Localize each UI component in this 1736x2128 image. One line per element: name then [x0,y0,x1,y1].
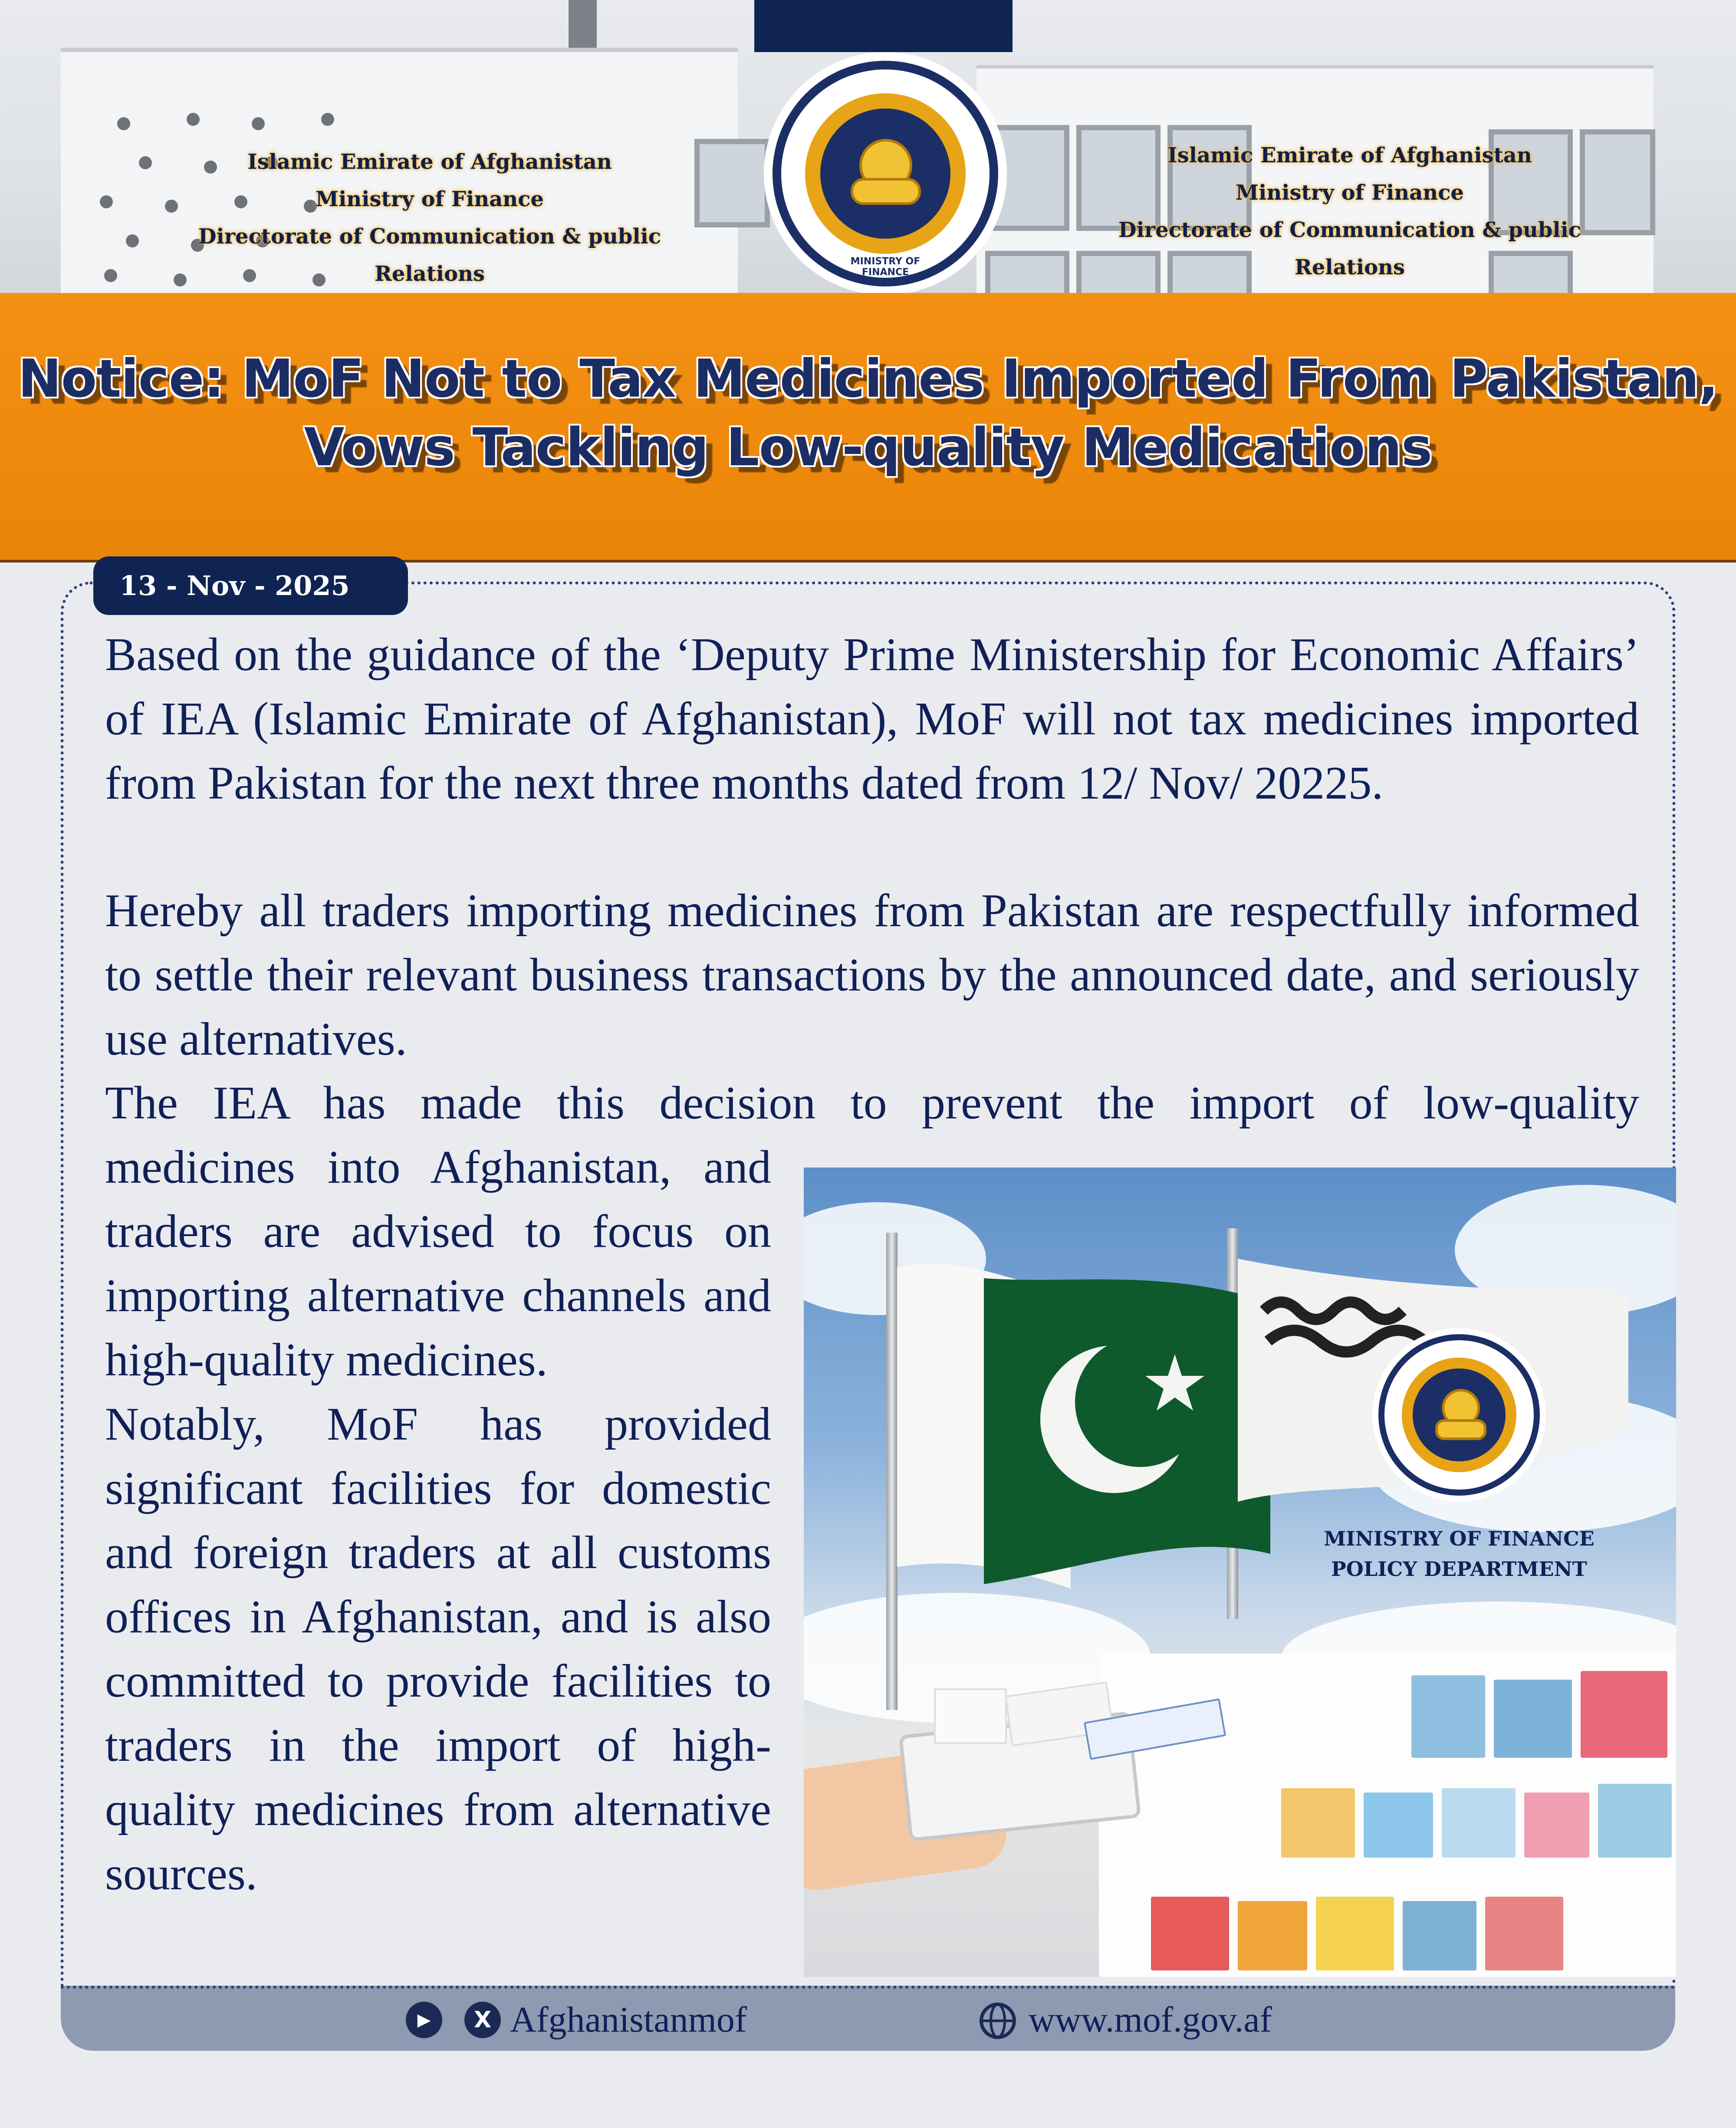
photo-ministry-logo [1372,1328,1546,1502]
ministry-logo [764,52,1007,293]
page-title [0,345,1736,482]
left-line-ministry: Ministry of Finance [316,187,544,211]
right-line-directorate: Directorate of Communication & public Relations [1118,218,1581,280]
paragraph-4 [105,1392,771,1906]
social-handle[interactable]: Afghanistanmof [510,2000,747,2040]
paragraph-1-text: Based on the guidance of the ‘Deputy Prime Ministership for Economic Affairs’ of IEA (Islamic Emirate of Afghanistan), MoF will not tax medicines imported from Pakistan for the next three months dated from 12/ Nov/ 20225. [105,629,1639,809]
logo-caption: MINISTRY OF FINANCE [850,256,921,278]
right-line-emirate: Islamic Emirate of Afghanistan [1167,143,1532,168]
x-twitter-icon[interactable]: X [464,2002,501,2038]
title-banner [0,293,1736,562]
left-line-directorate: Directorate of Communication & public Relations [198,224,661,286]
policy-caption-line-1: MINISTRY OF FINANCE [1324,1527,1595,1550]
paragraph-2-text: Hereby all traders importing medicines from Pakistan are respectfully informed to settle their relevant business transactions by the announced date, and seriously use alternatives. [105,885,1639,1065]
paragraph-3-rest-text: medicines into Afghanistan, and traders are advised to focus on importing alternative channels and high-quality medicines. [105,1141,771,1386]
header-right-text [1068,137,1632,286]
paragraph-3-start-text: The IEA has made this decision to prevent the import of low-quality [105,1077,1639,1129]
header-left-text [148,143,712,293]
date-badge: 13 - Nov - 2025 [93,556,408,615]
header-banner [0,0,1736,293]
title-line-1: Notice: MoF Not to Tax Medicines Imported From Pakistan, [18,349,1718,409]
pakistan-flag [897,1254,1270,1593]
policy-caption-line-2: POLICY DEPARTMENT [1331,1557,1587,1581]
paragraph-1 [105,623,1639,816]
globe-icon[interactable] [979,2002,1017,2040]
youtube-icon[interactable]: ▶ [406,2002,442,2038]
website-link[interactable]: www.mof.gov.af [1029,2000,1272,2040]
policy-caption [1286,1523,1633,1584]
paragraph-2 [105,879,1639,1072]
paragraph-3-rest [105,1135,771,1392]
flags-pharmacy-photo [804,1168,1676,1977]
flagpole-left [886,1233,898,1710]
footer-bar [61,1986,1675,2051]
paragraph-4-text: Notably, MoF has provided significant facilities for domestic and foreign traders at all customs offices in Afghanistan, and is also committed to provide facilities to traders in the import of high-quality medicines from alternative sources. [105,1398,771,1900]
left-line-emirate: Islamic Emirate of Afghanistan [247,150,612,174]
right-line-ministry: Ministry of Finance [1236,181,1464,205]
paragraph-3-first-line [105,1071,1639,1135]
header-blue-band [754,0,1013,52]
title-line-2: Vows Tackling Low-quality Medications [304,418,1432,478]
